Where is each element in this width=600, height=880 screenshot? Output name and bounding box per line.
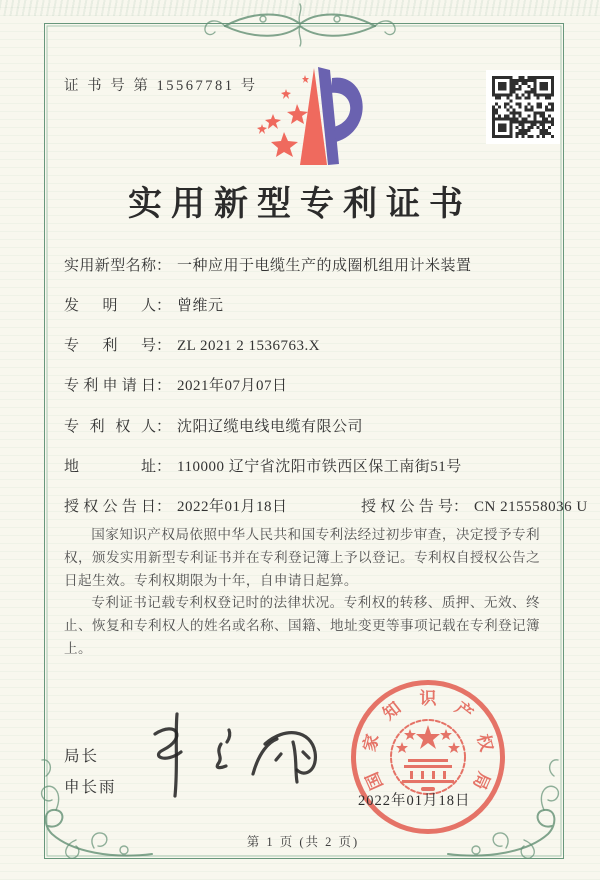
legal-paragraph-1: 国家知识产权局依照中华人民共和国专利法经过初步审查，决定授予专利权，颁发实用新型专利证书并在专利登记簿上予以登记。专利权自授权公告之日起生效。专利权期限为十年，自申请日起算。 <box>64 527 540 588</box>
cnipa-logo-icon <box>242 62 368 174</box>
seal-date: 2022年01月18日 <box>358 793 471 809</box>
field-label: 地址 <box>64 459 156 475</box>
field-row-inventor: 发明人： 曾维元 <box>64 294 224 315</box>
seal-char: 局 <box>469 769 494 793</box>
field-label: 发明人 <box>64 298 156 314</box>
field-row-filing-date: 专利申请日： 2021年07月07日 <box>64 374 288 395</box>
seal-char: 国 <box>362 769 387 793</box>
field-value: 2021年07月07日 <box>177 378 288 394</box>
officer-name: 申长雨 <box>64 779 117 796</box>
field-value: ZL 2021 2 1536763.X <box>177 338 321 354</box>
field-label: 专利号 <box>64 338 156 354</box>
seal-char: 识 <box>419 689 437 708</box>
seal-char: 知 <box>379 698 405 724</box>
field-row-invention-name: 实用新型名称： 一种应用于电缆生产的成圈机组用计米装置 <box>64 254 472 275</box>
field-row-patent-number: 专利号： ZL 2021 2 1536763.X <box>64 334 320 355</box>
legal-paragraph-2: 专利证书记载专利权登记时的法律状况。专利权的转移、质押、无效、终止、恢复和专利权人的姓名或名称、国籍、地址变更等事项记载在专利登记簿上。 <box>64 595 540 657</box>
grant-no-value: CN 215558036 U <box>474 499 588 515</box>
seal-char: 产 <box>451 698 477 724</box>
qr-code-icon <box>486 70 560 144</box>
field-value: 110000 辽宁省沈阳市铁西区保工南街51号 <box>177 459 462 475</box>
national-emblem-icon <box>388 715 468 799</box>
officer-title: 局长 <box>64 748 100 765</box>
page-number: 第 1 页 (共 2 页) <box>246 835 360 849</box>
top-flourish-ornament <box>185 2 415 48</box>
signature-script-icon <box>125 708 325 803</box>
seal-char: 权 <box>473 732 497 754</box>
field-row-address: 地址： 110000 辽宁省沈阳市铁西区保工南街51号 <box>64 455 462 476</box>
grant-date-label: 授权公告日 <box>64 499 156 515</box>
grant-date-value: 2022年01月18日 <box>177 499 288 515</box>
field-row-patentee: 专利权人： 沈阳辽缆电线电缆有限公司 <box>64 415 363 436</box>
official-seal-icon <box>348 677 508 837</box>
field-value: 沈阳辽缆电线电缆有限公司 <box>177 419 364 435</box>
legal-text <box>64 524 540 661</box>
field-value: 曾维元 <box>177 298 224 314</box>
field-label: 实用新型名称 <box>64 258 156 274</box>
field-label: 专利权人 <box>64 419 156 435</box>
seal-char: 家 <box>359 732 383 754</box>
field-label: 专利申请日 <box>64 378 156 394</box>
field-row-grant: 授权公告日： 2022年01月18日 授权公告号： CN 215558036 U <box>64 495 288 516</box>
grant-no-label: 授权公告号 <box>361 499 453 515</box>
field-value: 一种应用于电缆生产的成圈机组用计米装置 <box>177 258 472 274</box>
certificate-number: 证 书 号 第 15567781 号 <box>64 78 258 94</box>
certificate-title: 实用新型专利证书 <box>128 186 472 223</box>
